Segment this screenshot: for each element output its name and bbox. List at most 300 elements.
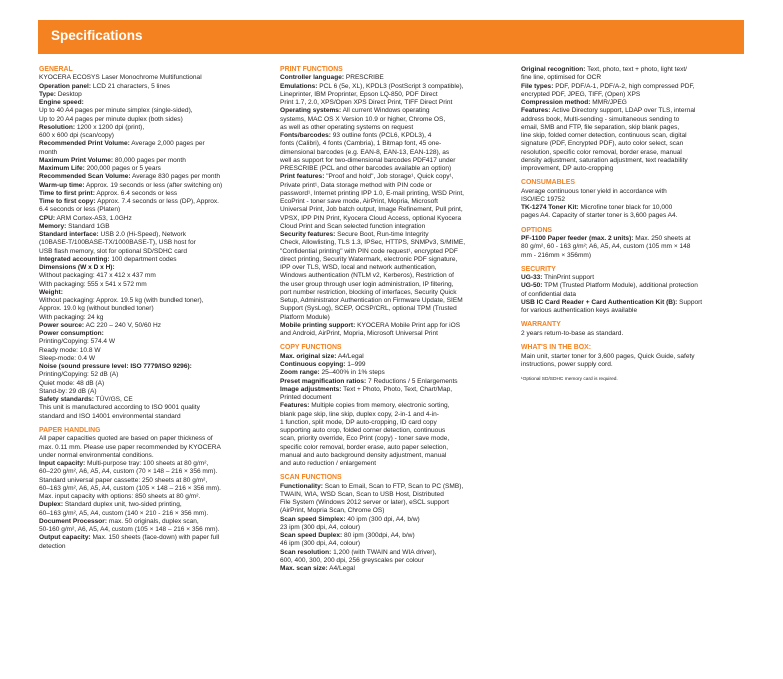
spec-value: Max. input capacity with options: 850 sheets at 80 g/m². (39, 493, 201, 501)
spec-label: Controller language: (280, 74, 345, 82)
spec-value: Approx. 7.4 seconds or less (DP), Approx. (95, 198, 219, 206)
page-title: Specifications (51, 28, 143, 43)
spec-value: Desktop (55, 90, 82, 98)
spec-label: CPU: (39, 214, 56, 222)
spec-line (280, 74, 512, 82)
spec-value: Main unit, starter toner for 3,600 pages, Quick Guide, safety (521, 352, 695, 360)
spec-line (280, 116, 512, 124)
spec-line (39, 543, 267, 551)
spec-line (521, 188, 745, 196)
spec-label: USB IC Card Reader + Card Authentication Kit (B): (521, 298, 678, 306)
spec-label: Noise (sound pressure level: ISO 7779/ISO 9296): (39, 363, 192, 371)
spec-line (280, 516, 512, 524)
spec-value: Lineprinter, IBM Proprinter, Epson LQ-850, PDF Direct (280, 90, 438, 98)
spec-label: UG-33: (521, 274, 543, 282)
spec-label: Features: (521, 107, 551, 115)
spec-value: A4/Legal (336, 352, 364, 360)
spec-line (521, 91, 745, 99)
spec-value: ARM Cortex-A53, 1.0GHz (55, 214, 132, 222)
spec-line (280, 427, 512, 435)
spec-value: A4/Legal (327, 565, 355, 573)
spec-line (39, 223, 267, 231)
spec-line (280, 524, 512, 532)
spec-line (521, 124, 745, 132)
spec-label: Print features: (280, 173, 325, 181)
spec-value: Check, Allowlisting, TLS 1.3, IPSec, HTTPS, SNMPv3, S/MIME, (280, 239, 466, 247)
spec-value: encrypted PDF, JPEG, TIFF, (Open) XPS (521, 90, 641, 98)
spec-line (280, 182, 512, 190)
spec-value: for various authentication keys available (521, 307, 638, 315)
spec-line (39, 182, 267, 190)
spec-line (39, 501, 267, 509)
spec-line (280, 149, 512, 157)
spec-value: "Proof and hold", Job storage¹, Quick copy¹, (324, 173, 454, 181)
spec-line (39, 413, 267, 421)
spec-value: blank page skip, line skip, duplex copy, 2-in-1 and 4-in- (280, 410, 439, 418)
spec-label: Document Processor: (39, 517, 108, 525)
spec-label: Scan speed Duplex: (280, 532, 343, 540)
spec-value: PRESCRIBE (PCL and other barcodes available an option) (280, 165, 452, 173)
spec-line (39, 347, 267, 355)
spec-value: Printing/Copying: 574.4 W (39, 338, 116, 346)
spec-line (39, 510, 267, 518)
spec-label: Standard interface: (39, 231, 99, 239)
footnote: ¹Optional SD/SDHC memory card is required. (521, 377, 618, 383)
spec-value: Cloud Print and Scan selected function integration (280, 222, 426, 230)
spec-value: With packaging: 24 kg (39, 313, 104, 321)
spec-value: 23 ipm (300 dpi, A4, colour) (280, 523, 361, 531)
spec-value: and auto reduction / enlargement (280, 460, 377, 468)
spec-line (39, 435, 267, 443)
spec-value: Max. 250 sheets at (633, 235, 691, 243)
spec-line (521, 235, 745, 243)
spec-line (280, 99, 512, 107)
section-heading: WARRANTY (521, 321, 561, 329)
spec-value: 80 g/m², 60 - 163 g/m²; A6, A5, A4, custom (105 mm × 148 (521, 243, 691, 251)
spec-value: Quiet mode: 48 dB (A) (39, 379, 105, 387)
spec-value: This unit is manufactured according to ISO 9001 quality (39, 404, 200, 412)
spec-value: With packaging: 555 x 541 x 572 mm (39, 280, 147, 288)
spec-line (280, 532, 512, 540)
spec-label: Image adjustments: (280, 385, 342, 393)
spec-line (521, 282, 745, 290)
spec-line (39, 173, 267, 181)
spec-line (39, 272, 267, 280)
spec-value: 6.4 seconds or less (Platen) (39, 206, 121, 214)
spec-line (280, 223, 512, 231)
spec-label: Dimensions (W x D x H): (39, 264, 115, 272)
spec-value: Scan to Email, Scan to FTP, Scan to PC (SMB), (322, 482, 464, 490)
spec-line (39, 149, 267, 157)
spec-value: TÜV/GS, CE (93, 396, 133, 404)
spec-value: Standard duplex unit, two-sided printing, (63, 501, 182, 509)
spec-value: 7 Reductions / 5 Enlargements (366, 377, 458, 385)
spec-value: TWAIN, WIA, WSD Scan, Scan to USB Host, Distributed (280, 490, 444, 498)
spec-line (280, 256, 512, 264)
spec-label: Scan resolution: (280, 548, 332, 556)
section-heading: PAPER HANDLING (39, 426, 101, 434)
spec-value: Approx. 19.0 kg (without bundled toner) (39, 305, 154, 313)
spec-value: TPM (Trusted Platform Module), additional protection (542, 282, 698, 290)
spec-label: Power consumption: (39, 330, 104, 338)
spec-value: improvement, DP auto-cropping (521, 165, 614, 172)
spec-label: Memory: (39, 222, 67, 230)
spec-value: 60–220 g/m², A6, A5, A4, custom (70 × 148 – 216 × 356 mm). (39, 468, 218, 476)
spec-value: AC 220 – 240 V, 50/60 Hz (84, 321, 162, 329)
spec-line (521, 132, 745, 140)
spec-value: max. 0.11 mm. Please use paper recommended by KYOCERA (39, 443, 221, 451)
spec-value: Private print¹, Data storage method with PIN code or (280, 181, 432, 189)
spec-line (39, 452, 267, 460)
spec-value: standard and ISO 14001 environmental standard (39, 412, 181, 420)
spec-value: Printed document (280, 394, 332, 402)
spec-label: PF-1100 Paper feeder (max. 2 units): (521, 235, 634, 243)
spec-line (280, 322, 512, 330)
spec-value: systems, MAC OS X Version 10.9 or higher, Chrome OS, (280, 115, 446, 123)
spec-line (39, 493, 267, 501)
spec-value: Stand-by: 29 dB (A) (39, 387, 97, 395)
spec-line (39, 518, 267, 526)
spec-label: Compression method: (521, 99, 591, 106)
spec-line (280, 452, 512, 460)
spec-label: Preset magnification ratios: (280, 377, 367, 385)
spec-line (521, 212, 745, 220)
spec-line (280, 248, 512, 256)
spec-label: Time to first copy: (39, 198, 96, 206)
spec-line (39, 322, 267, 330)
spec-line (39, 107, 267, 115)
spec-value: mm - 216mm × 356mm) (521, 251, 592, 259)
spec-value: Active Directory support, LDAP over TLS, internal (550, 107, 696, 115)
spec-line (39, 124, 267, 132)
spec-value: PRESCRIBE (344, 74, 384, 82)
spec-line (39, 534, 267, 542)
spec-value: EcoPrint - toner save mode, AirPrint, Mopria, Microsoft (280, 198, 438, 206)
spec-value: Without packaging: Approx. 19.5 kg (with bundled toner), (39, 297, 204, 305)
section-heading: COPY FUNCTIONS (280, 344, 342, 352)
spec-value: 1200 x 1200 dpi (print), (75, 123, 145, 131)
spec-value: dimensional barcodes (e.g. EAN-8, EAN-13, EAN-128), as (280, 148, 450, 156)
spec-value: Microfine toner black for 10,000 (578, 204, 673, 212)
section-heading: SCAN FUNCTIONS (280, 474, 342, 482)
spec-value: fine line, optimised for OCR (521, 74, 602, 82)
spec-label: Maximum Print Volume: (39, 156, 114, 164)
spec-value: PCL 6 (5e, XL), KPDL3 (PostScript 3 compatible), (317, 82, 464, 90)
spec-value: signature (PDF, Encrypted PDF), auto color select, scan (521, 140, 684, 148)
spec-line (39, 231, 267, 239)
spec-line (280, 264, 512, 272)
spec-line (280, 435, 512, 443)
spec-value: Up to 20 A4 pages per minute duplex (both sides) (39, 115, 183, 123)
spec-line (521, 330, 745, 338)
spec-value: resolution, specific color removal, border erase, manual (521, 148, 682, 156)
spec-value: password¹, Internet printing IPP 1.0, E-mail printing, WSD Print, (280, 189, 464, 197)
spec-value: detection (39, 542, 66, 550)
spec-line (280, 378, 512, 386)
spec-line (521, 140, 745, 148)
spec-line (280, 124, 512, 132)
spec-line (39, 526, 267, 534)
spec-value: fonts (Calibri), 4 fonts (Cambria), 1 Bitmap font, 45 one- (280, 140, 442, 148)
spec-line (39, 297, 267, 305)
section-heading: WHAT'S IN THE BOX: (521, 344, 592, 352)
spec-value: specific color removal, border erase, auto paper selection, (280, 443, 449, 451)
spec-line (280, 386, 512, 394)
spec-line (521, 66, 745, 74)
spec-value: scan, priority override, Eco Print (copy) - toner save mode, (280, 435, 450, 443)
spec-line (280, 239, 512, 247)
specifications-banner (38, 20, 744, 54)
spec-label: Power source: (39, 321, 85, 329)
spec-line (280, 165, 512, 173)
spec-line (280, 91, 512, 99)
spec-value: Ready mode: 10.8 W (39, 346, 101, 354)
spec-value: well as support for two-dimensional barcodes PDF417 under (280, 156, 456, 164)
spec-line (521, 243, 745, 251)
spec-line (39, 485, 267, 493)
spec-label: Weight: (39, 288, 63, 296)
spec-line (39, 116, 267, 124)
spec-line (39, 444, 267, 452)
spec-value: Secure Boot, Run-time Integrity (335, 231, 429, 239)
spec-label: Features: (280, 402, 310, 410)
spec-value: supporting auto crop, folded corner detection, continuous (280, 427, 446, 435)
spec-value: 100 department codes (109, 255, 177, 263)
spec-value: Without packaging: 417 x 412 x 437 mm (39, 272, 156, 280)
column-3 (521, 66, 745, 383)
spec-line (280, 507, 512, 515)
spec-value: Standard 1GB (66, 222, 110, 230)
spec-label: Recommended Scan Volume: (39, 173, 131, 181)
spec-value: 1 function, split mode, DP auto-cropping, ID card copy (280, 418, 437, 426)
spec-line (39, 239, 267, 247)
spec-line (280, 132, 512, 140)
spec-value: KYOCERA ECOSYS Laser Monochrome Multifunctional (39, 74, 202, 82)
spec-label: Emulations: (280, 82, 318, 90)
spec-label: Safety standards: (39, 396, 94, 404)
spec-line (521, 149, 745, 157)
spec-line (39, 157, 267, 165)
spec-line (39, 206, 267, 214)
spec-value: USB 2.0 (Hi-Speed), Network (98, 231, 186, 239)
spec-line (280, 353, 512, 361)
spec-line (280, 173, 512, 181)
spec-line (280, 190, 512, 198)
spec-value: 60–163 g/m², A5, A4, custom (140 × 210 - 216 × 356 mm). (39, 509, 209, 517)
spec-line (280, 549, 512, 557)
spec-value: Universal Print, Job batch output, Image Refinement, Pull print, (280, 206, 463, 214)
spec-value: month (39, 148, 58, 156)
spec-label: Max. scan size: (280, 565, 328, 573)
spec-label: Mobile printing support: (280, 321, 356, 329)
spec-line (280, 107, 512, 115)
spec-line (39, 371, 267, 379)
spec-line (39, 468, 267, 476)
spec-line (280, 419, 512, 427)
spec-line (39, 388, 267, 396)
spec-value: Up to 40 A4 pages per minute simplex (single-sided), (39, 107, 193, 115)
spec-label: UG-50: (521, 282, 543, 290)
spec-line (280, 483, 512, 491)
spec-line (39, 99, 267, 107)
spec-line (521, 107, 745, 115)
spec-line (280, 540, 512, 548)
spec-value: the user group through user login administration, IP filtering, (280, 280, 454, 288)
spec-line (521, 353, 745, 361)
spec-line (39, 264, 267, 272)
spec-line (280, 557, 512, 565)
spec-label: Functionality: (280, 482, 323, 490)
spec-value: 93 outline fonts (PCL6, KPDL3), 4 (330, 132, 432, 140)
spec-value: 1,200 (with TWAIN and WIA driver), (331, 548, 437, 556)
column-1 (39, 66, 267, 551)
spec-value: pages A4. Capacity of starter toner is 3,600 pages A4. (521, 212, 678, 220)
spec-line (280, 491, 512, 499)
spec-line (39, 281, 267, 289)
spec-value: ThinPrint support (542, 274, 595, 282)
spec-value: Average 2,000 pages per (129, 140, 205, 148)
spec-value: under normal environmental conditions. (39, 451, 154, 459)
section-heading: PRINT FUNCTIONS (280, 66, 343, 73)
spec-label: Resolution: (39, 123, 76, 131)
spec-value: (AirPrint, Mopria Scan, Chrome OS) (280, 507, 385, 515)
spec-value: 80 ipm (300dpi, A4, b/w) (342, 532, 415, 540)
spec-line (39, 83, 267, 91)
spec-line (521, 274, 745, 282)
spec-value: instructions, power supply cord. (521, 360, 613, 368)
spec-value: Setup, Administrator Authentication on Firmware Update, SIEM (280, 297, 463, 305)
spec-value: 50-160 g/m², A6, A5, A4, custom (105 × 148 – 216 × 356 mm). (39, 526, 220, 534)
spec-value: Average continuous toner yield in accordance with (521, 187, 667, 195)
spec-value: Support (677, 298, 703, 306)
spec-value: All paper capacities quoted are based on paper thickness of (39, 435, 213, 443)
spec-value: 600, 400, 300, 200 dpi, 256 greyscales per colour (280, 556, 424, 564)
spec-value: Support (SysLog), SCEP, OCSP/CRL, optional TPM (Trusted (280, 305, 457, 313)
spec-line (280, 565, 512, 573)
spec-line (280, 140, 512, 148)
spec-line (521, 361, 745, 369)
spec-line (280, 83, 512, 91)
spec-value: Approx. 19 seconds or less (after switching on) (84, 181, 223, 189)
section-heading: OPTIONS (521, 226, 553, 234)
spec-value: 25–400% in 1% steps (319, 369, 385, 377)
spec-line (280, 305, 512, 313)
spec-value: line skip, folded corner detection, continuous scan, digital (521, 132, 687, 139)
spec-value: and Android, AirPrint, Mopria, Microsoft Universal Print (280, 330, 438, 338)
spec-value: Multiple copies from memory, electronic sorting, (309, 402, 450, 410)
spec-value: Max. 150 sheets (face-down) with paper full (90, 534, 220, 542)
spec-value: 40 ipm (300 dpi, A4, b/w) (345, 515, 420, 523)
spec-line (280, 157, 512, 165)
spec-line (39, 91, 267, 99)
spec-value: ISO/IEC 19752 (521, 195, 566, 203)
spec-label: TK-1274 Toner Kit: (521, 204, 579, 212)
section-heading: SECURITY (521, 265, 556, 273)
spec-value: 2 years return-to-base as standard. (521, 329, 624, 337)
spec-value: All current Windows operating (341, 107, 430, 115)
spec-label: Warm-up time: (39, 181, 85, 189)
spec-value: Sleep-mode: 0.4 W (39, 354, 96, 362)
spec-label: Type: (39, 90, 56, 98)
spec-line (521, 307, 745, 315)
spec-value: 200,000 pages or 5 years (84, 165, 161, 173)
spec-line (39, 363, 267, 371)
spec-value: Platform Module) (280, 313, 330, 321)
spec-value: email, SMB and FTP, file separation, skip blank pages, (521, 123, 680, 131)
spec-line (280, 206, 512, 214)
spec-value: "Confidential printing" with PIN code request¹, encrypted PDF (280, 247, 458, 255)
spec-value: Multi-purpose tray: 100 sheets at 80 g/m², (85, 460, 209, 468)
spec-value: address book, Multi-sending - simultaneous sending to (521, 115, 680, 123)
spec-line (280, 499, 512, 507)
spec-line (280, 402, 512, 410)
column-2 (280, 66, 512, 573)
spec-line (39, 190, 267, 198)
spec-value: Standard universal paper cassette: 250 sheets at 80 g/m², (39, 476, 208, 484)
spec-line (521, 74, 745, 82)
spec-line (39, 289, 267, 297)
spec-value: as well as other operating systems on request (280, 123, 414, 131)
spec-line (280, 460, 512, 468)
spec-label: Max. original size: (280, 352, 337, 360)
spec-value: Text + Photo, Photo, Text, Chart/Map, (341, 385, 453, 393)
spec-value: File System (Windows 2012 server or later), eSCL support (280, 499, 449, 507)
spec-line (39, 396, 267, 404)
spec-line (280, 411, 512, 419)
spec-line (521, 196, 745, 204)
spec-line (280, 314, 512, 322)
spec-value: manual and auto background density adjustment, manual (280, 451, 447, 459)
spec-value: KYOCERA Mobile Print app for iOS (355, 321, 461, 329)
spec-line (280, 297, 512, 305)
spec-value: 600 x 600 dpi (scan/copy) (39, 132, 114, 140)
spec-line (521, 116, 745, 124)
spec-value: LCD 21 characters, 5 lines (91, 82, 170, 90)
spec-value: IPP over TLS, WSD, local and network authentication, (280, 264, 437, 272)
spec-value: of confidential data (521, 290, 576, 298)
spec-label: Original recognition: (521, 66, 586, 73)
spec-line (280, 289, 512, 297)
spec-line (521, 83, 745, 91)
spec-line (39, 330, 267, 338)
spec-label: Engine speed: (39, 99, 84, 107)
section-heading: GENERAL (39, 66, 73, 73)
spec-line (521, 204, 745, 212)
spec-line (280, 361, 512, 369)
spec-value: direct printing, Security Watermark, electronic PDF signature, (280, 255, 458, 263)
spec-label: Output capacity: (39, 534, 91, 542)
spec-line (39, 215, 267, 223)
spec-line (39, 380, 267, 388)
spec-value: density adjustment, saturation adjustment, text readability (521, 156, 688, 164)
spec-line (39, 477, 267, 485)
spec-label: Recommended Print Volume: (39, 140, 130, 148)
spec-value: 46 ipm (300 dpi, A4, colour) (280, 540, 361, 548)
spec-line (39, 132, 267, 140)
spec-value: VPSX, IPP PIN Print, Kyocera Cloud Access, optional Kyocera (280, 214, 462, 222)
spec-line (280, 215, 512, 223)
spec-line (39, 165, 267, 173)
spec-label: Security features: (280, 231, 336, 239)
spec-line (39, 256, 267, 264)
spec-label: Continuous copying: (280, 361, 346, 369)
spec-line (521, 299, 745, 307)
spec-label: File types: (521, 82, 554, 90)
spec-line (280, 330, 512, 338)
spec-label: Time to first print: (39, 189, 95, 197)
spec-value: Approx. 6.4 seconds or less (94, 189, 178, 197)
spec-value: port number restriction, blocking of interfaces, Security Quick (280, 288, 457, 296)
